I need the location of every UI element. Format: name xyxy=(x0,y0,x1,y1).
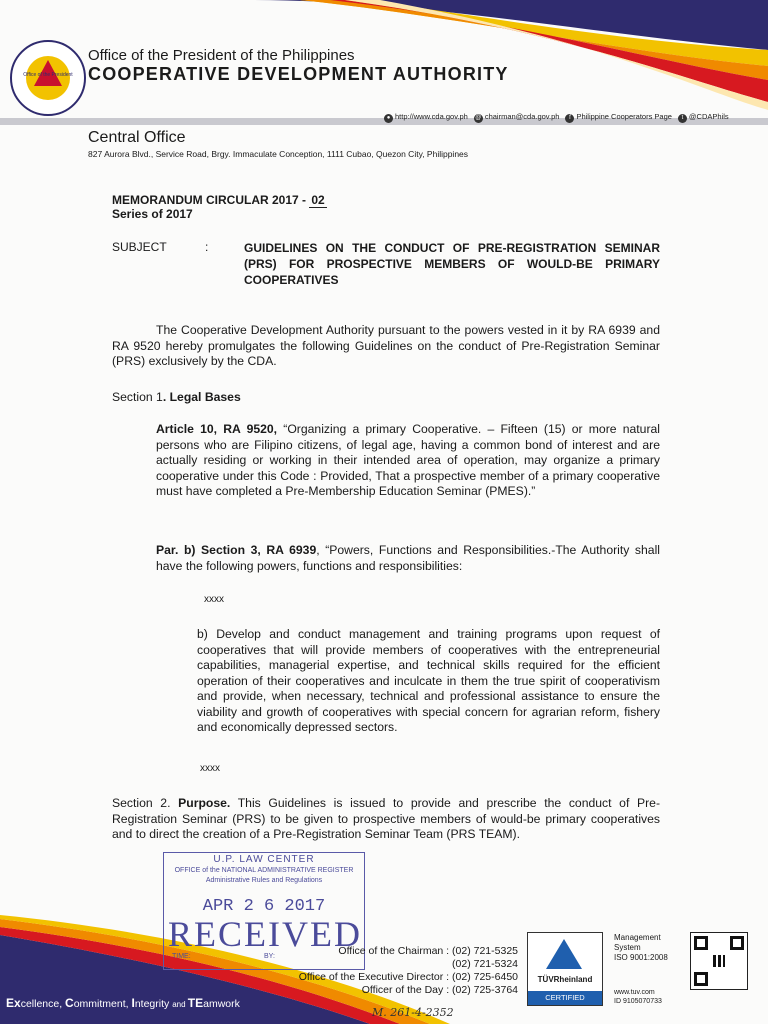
contact-facebook[interactable]: f Philippine Cooperators Page xyxy=(565,112,671,123)
handwritten-reference: M. 261-4-2352 xyxy=(372,1006,454,1019)
agency-name: COOPERATIVE DEVELOPMENT AUTHORITY xyxy=(88,64,509,84)
phone-chairman-2: (02) 721-5324 xyxy=(452,958,518,970)
subject-colon: : xyxy=(205,240,209,254)
article-10-paragraph: Article 10, RA 9520, “Organizing a primary Cooperative. – Fifteen (15) or more natural persons who are Filipino citizens, of legal age, having a common bond of interest and are actually residing or working in their intended area of operation, may organize a primary cooperative under this Code : Provided, That a prospective member of a primary cooperative must have completed a Pre-Membership Education Seminar (PMES).” xyxy=(156,422,660,498)
stamp-received: RECEIVED xyxy=(168,914,362,954)
received-stamp: U.P. LAW CENTER OFFICE of the NATIONAL ADMINISTRATIVE REGISTER Administrative Rules and Regulations APR 2 6 2017 RECEIVED TIME: BY: xyxy=(163,852,365,970)
memo-series: Series of 2017 xyxy=(112,207,193,221)
item-b-paragraph: b) Develop and conduct management and training programs upon request of cooperatives that will provide members of cooperatives with the entrepreneurial capabilities, managerial expertise, and technical skills required for the efficient operation of their cooperatives and inculcate in them the true spirit of cooperativism and provide, when necessary, technical and professional assistance to ensure the viability and growth of cooperatives with special concern for agrarian reform, fishery and economically depressed sectors. xyxy=(197,627,660,734)
section-2-paragraph: Section 2. Purpose. This Guidelines is issued to provide and prescribe the conduct of Pre-Registration Seminar (PRS) to be given to prospective members of would-be primary cooperatives and to direct the creation of a Pre-Registration Seminar Team (PRS TEAM). xyxy=(112,796,661,841)
facebook-icon: f xyxy=(565,114,574,123)
contact-email[interactable]: @ chairman@cda.gov.ph xyxy=(475,112,560,121)
contact-website[interactable]: ● http://www.cda.gov.ph xyxy=(384,112,468,123)
memo-number-value: 02 xyxy=(311,193,325,207)
memo-number: MEMORANDUM CIRCULAR 2017 - 02 xyxy=(112,193,325,207)
contact-bar xyxy=(384,112,729,123)
section-3-paragraph: Par. b) Section 3, RA 6939, “Powers, Functions and Responsibilities.-The Authority shall have the following powers, functions and responsibilities: xyxy=(156,543,660,573)
tuv-web-id: www.tuv.com ID 9105070733 xyxy=(614,989,662,1005)
omission-marker: xxxx xyxy=(204,594,224,605)
phone-executive-director: Office of the Executive Director : (02) 725-6450 xyxy=(298,971,518,983)
phone-chairman: Office of the Chairman : (02) 721-5325 xyxy=(338,945,518,957)
contact-twitter[interactable]: t @CDAPhils xyxy=(678,112,729,123)
tuv-triangle-icon xyxy=(546,939,582,969)
tagline: Excellence, Commitment, Integrity and TEamwork xyxy=(6,996,240,1010)
office-address: 827 Aurora Blvd., Service Road, Brgy. Immaculate Conception, 1111 Cubao, Quezon City, Philippines xyxy=(88,149,469,159)
twitter-icon: t xyxy=(678,114,687,123)
omission-marker: xxxx xyxy=(200,763,220,774)
tuv-certified-logo: TÜVRheinland CERTIFIED xyxy=(527,932,603,1006)
email-icon: @ xyxy=(475,115,482,121)
office-name: Office of the President of the Philippines xyxy=(88,47,355,64)
qr-code-icon xyxy=(690,932,748,990)
subject-label: SUBJECT xyxy=(112,240,167,254)
phone-officer-of-day: Officer of the Day : (02) 725-3764 xyxy=(361,984,518,996)
cda-seal-logo xyxy=(10,40,86,116)
intro-paragraph: The Cooperative Development Authority pursuant to the powers vested in it by RA 6939 and RA 9520 hereby promulgates the following Guidelines on the conduct of Pre-Registration Seminar (PRS) exclusively by the CDA. xyxy=(112,323,660,368)
central-office-heading: Central Office xyxy=(88,129,186,146)
section-1-heading: Section 1. Legal Bases xyxy=(112,390,241,404)
subject-text: GUIDELINES ON THE CONDUCT OF PRE-REGISTRATION SEMINAR (PRS) FOR PROSPECTIVE MEMBERS OF WOULD-BE PRIMARY COOPERATIVES xyxy=(244,241,660,287)
management-system-label: Management System ISO 9001:2008 xyxy=(614,933,668,962)
stamp-date: APR 2 6 2017 xyxy=(202,897,326,916)
seal-text: Office of the President xyxy=(23,72,73,78)
globe-icon: ● xyxy=(384,114,393,123)
